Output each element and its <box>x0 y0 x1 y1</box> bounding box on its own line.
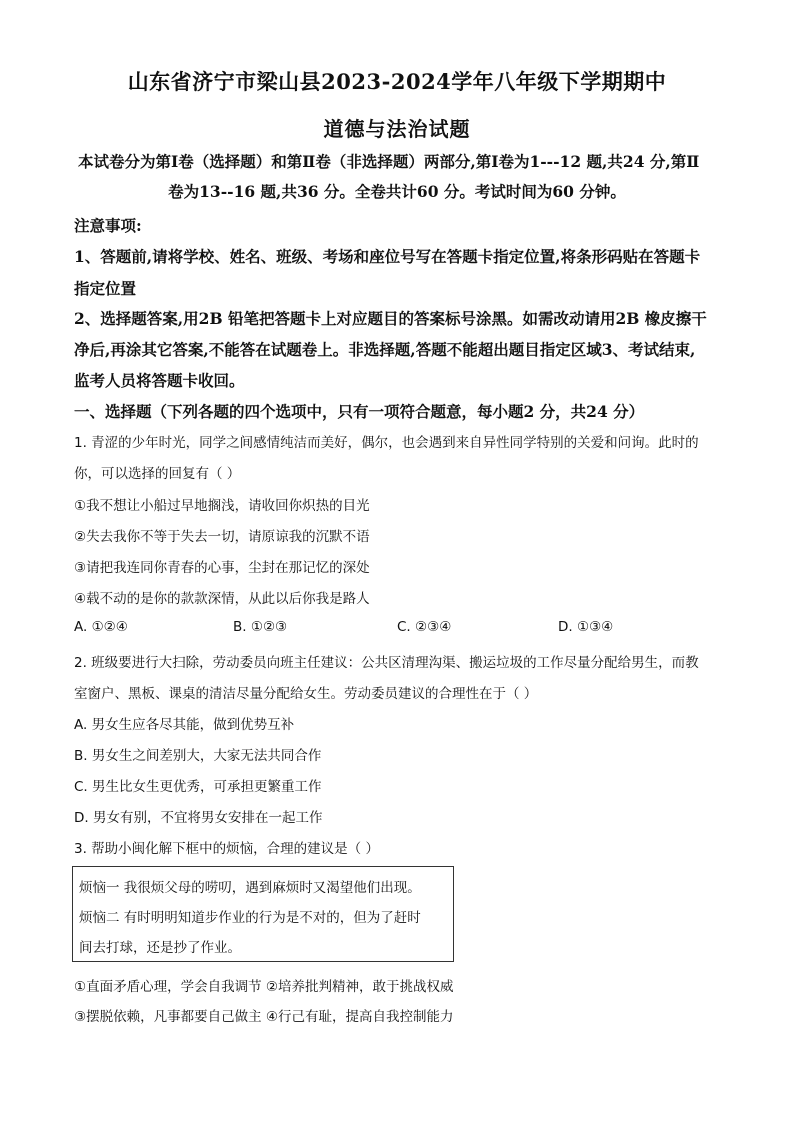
q2-choice-a: A. 男女生应各尽其能，做到优势互补 <box>74 717 295 733</box>
q3-options-row-1: ①直面矛盾心理，学会自我调节 ②培养批判精神，敢于挑战权威 <box>74 979 454 995</box>
q2-stem-line-1: 2. 班级要进行大扫除，劳动委员向班主任建议：公共区清理沟渠、搬运垃圾的工作尽量分配给男生，而教 <box>74 655 699 671</box>
exam-subtitle: 道德与法治试题 <box>323 117 471 141</box>
intro-line-2: 卷为13--16 题,共36 分。全卷共计60 分。考试时间为60 分钟。 <box>168 182 626 201</box>
q2-choice-c: C. 男生比女生更优秀，可承担更繁重工作 <box>74 779 322 795</box>
q3-options-row-2: ③摆脱依赖，凡事都要自己做主 ④行己有耻，提高自我控制能力 <box>74 1009 454 1025</box>
q3-box-line-3: 间去打球，还是抄了作业。 <box>79 940 241 956</box>
q1-choice-b: B. ①②③ <box>233 619 288 635</box>
q3-stem: 3. 帮助小闽化解下框中的烦恼，合理的建议是（ ） <box>74 841 379 857</box>
q1-choice-c: C. ②③④ <box>397 619 452 635</box>
q1-option-1: ①我不想让小船过早地搁浅，请收回你炽热的目光 <box>74 498 370 514</box>
note-2-line-2: 净后,再涂其它答案,不能答在试题卷上。非选择题,答题不能超出题目指定区域3、考试结束, <box>74 340 696 359</box>
section-1-heading: 一、选择题（下列各题的四个选项中，只有一项符合题意，每小题2 分，共24 分） <box>74 402 645 421</box>
note-2-line-1: 2、选择题答案,用2B 铅笔把答题卡上对应题目的答案标号涂黑。如需改动请用2B 橡皮擦干 <box>74 309 707 328</box>
q3-box-line-1: 烦恼一 我很烦父母的唠叨，遇到麻烦时又渴望他们出现。 <box>79 880 421 896</box>
intro-line-1: 本试卷分为第Ⅰ卷（选择题）和第Ⅱ卷（非选择题）两部分,第Ⅰ卷为1---12 题,共24 分,第Ⅱ <box>78 152 700 171</box>
note-1-line-2: 指定位置 <box>74 279 137 298</box>
q1-option-2: ②失去我你不等于失去一切，请原谅我的沉默不语 <box>74 529 370 545</box>
q1-stem-line-1: 1. 青涩的少年时光，同学之间感情纯洁而美好，偶尔，也会遇到来自异性同学特别的关爱和问询。此时的 <box>74 435 699 451</box>
q2-stem-line-2: 室窗户、黑板、课桌的清洁尽量分配给女生。劳动委员建议的合理性在于（ ） <box>74 686 538 702</box>
q2-choice-d: D. 男女有别，不宜将男女安排在一起工作 <box>74 810 323 826</box>
q2-choice-b: B. 男女生之间差别大，大家无法共同合作 <box>74 748 322 764</box>
q1-stem-line-2: 你，可以选择的回复有（ ） <box>74 466 241 482</box>
q1-option-3: ③请把我连同你青春的心事，尘封在那记忆的深处 <box>74 560 370 576</box>
q1-choice-d: D. ①③④ <box>558 619 614 635</box>
exam-title: 山东省济宁市梁山县2023-2024学年八年级下学期期中 <box>127 69 667 94</box>
note-1-line-1: 1、答题前,请将学校、姓名、班级、考场和座位号写在答题卡指定位置,将条形码贴在答题卡 <box>74 247 701 266</box>
q3-box-line-2: 烦恼二 有时明明知道步作业的行为是不对的，但为了赶时 <box>79 910 421 926</box>
note-2-line-3: 监考人员将答题卡收回。 <box>74 371 245 390</box>
q1-option-4: ④载不动的是你的款款深情，从此以后你我是路人 <box>74 591 370 607</box>
q1-choice-a: A. ①②④ <box>74 619 128 635</box>
notes-heading: 注意事项: <box>74 216 142 235</box>
